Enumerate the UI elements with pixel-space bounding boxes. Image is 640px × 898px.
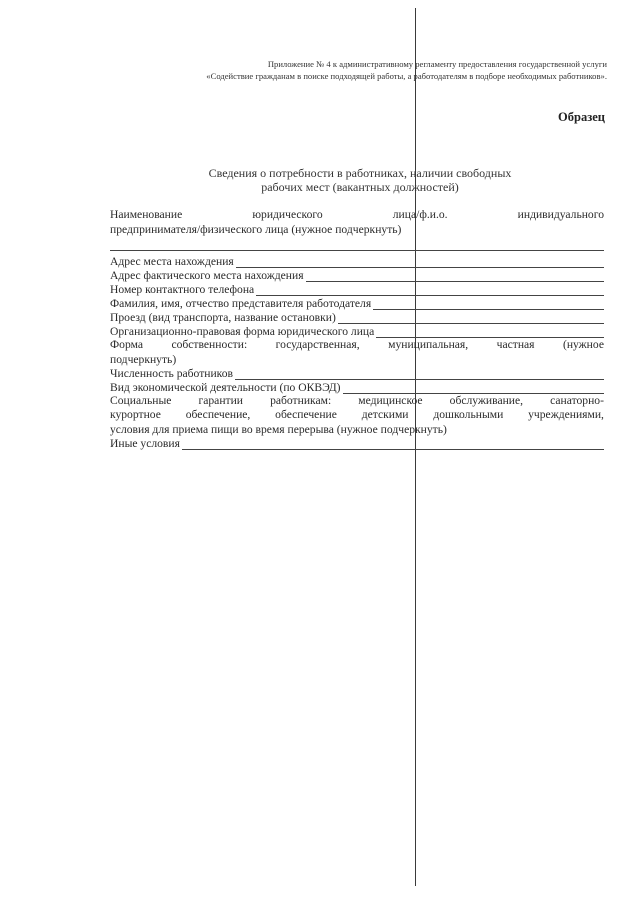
field-address-blank[interactable] (236, 257, 604, 268)
form-title-line-2: рабочих мест (вакантных должностей) (261, 180, 459, 194)
field-guarantees-word: учреждениями, (528, 408, 604, 421)
field-other-blank[interactable] (182, 439, 604, 450)
field-representative (110, 296, 604, 310)
field-ownership-label: подчеркнуть) (110, 353, 177, 366)
field-ownership-option-municipal[interactable]: муниципальная, (388, 338, 469, 351)
field-representative-label: Фамилия, имя, отчество представителя работодателя (110, 297, 372, 310)
field-transport (110, 310, 604, 324)
field-name-word: лица/ф.и.о. (392, 208, 448, 221)
field-guarantees-line-3 (110, 422, 604, 436)
field-guarantees-word: Социальные (110, 394, 172, 407)
field-staff-count-blank[interactable] (235, 369, 604, 380)
field-guarantees-option-sanatorium[interactable]: санаторно- (550, 394, 604, 407)
field-name-word: Наименование (110, 208, 183, 221)
field-guarantees-word: обслуживание, (449, 394, 524, 407)
field-actual-address-blank[interactable] (306, 271, 604, 282)
field-name-word: индивидуального (517, 208, 604, 221)
field-transport-blank[interactable] (338, 313, 604, 324)
field-activity (110, 380, 604, 394)
field-phone (110, 282, 604, 296)
field-actual-address (110, 268, 604, 282)
field-guarantees-word: работникам: (270, 394, 332, 407)
field-staff-count (110, 366, 604, 380)
field-activity-label: Вид экономической деятельности (по ОКВЭД) (110, 381, 341, 394)
appendix-line-2: «Содействие гражданам в поиске подходящей работы, а работодателям в подборе необходимых работников». (206, 71, 607, 81)
field-phone-blank[interactable] (256, 285, 604, 296)
field-activity-blank[interactable] (343, 383, 604, 394)
field-transport-label: Проезд (вид транспорта, название остановки) (110, 311, 336, 324)
field-address-label: Адрес места нахождения (110, 255, 234, 268)
field-name-blank[interactable] (110, 236, 604, 251)
appendix-note (67, 58, 607, 82)
field-actual-address-label: Адрес фактического места нахождения (110, 269, 304, 282)
field-name-label: предпринимателя/физического лица (нужное подчеркнуть) (110, 223, 402, 236)
form-title-line-1: Сведения о потребности в работниках, наличии свободных (208, 166, 512, 180)
field-staff-count-label: Численность работников (110, 367, 233, 380)
field-legal-form-blank[interactable] (376, 327, 604, 338)
field-phone-label: Номер контактного телефона (110, 283, 255, 296)
field-guarantees-word: курортное (110, 408, 161, 421)
field-representative-blank[interactable] (373, 299, 604, 310)
field-ownership-word: Форма (110, 338, 143, 351)
field-legal-form-label: Организационно-правовая форма юридического лица (110, 325, 375, 338)
field-ownership-line-2 (110, 352, 604, 366)
field-name-line-1 (110, 208, 604, 222)
field-ownership-option-private[interactable]: частная (496, 338, 535, 351)
field-name-line-2 (110, 222, 604, 236)
field-guarantees-option-preschool[interactable]: обеспечение (275, 408, 337, 421)
field-guarantees-word: дошкольными (433, 408, 504, 421)
appendix-line-1: Приложение № 4 к административному регламенту предоставления государственной услуги (267, 59, 607, 69)
field-other-label: Иные условия (110, 437, 180, 450)
form-title (140, 166, 580, 194)
field-ownership-word: собственности: (171, 338, 248, 351)
sample-label: Образец (558, 110, 605, 124)
field-ownership-option-state[interactable]: государственная, (275, 338, 360, 351)
field-guarantees-option-meals[interactable]: условия для приема пищи во время перерыва (нужное подчеркнуть) (110, 423, 447, 436)
field-name-word: юридического (252, 208, 323, 221)
field-ownership-line-1 (110, 338, 604, 352)
field-address (110, 254, 604, 268)
field-ownership-word: (нужное (562, 338, 604, 351)
field-guarantees-word: гарантии (198, 394, 243, 407)
field-other (110, 436, 604, 450)
field-guarantees-line-1 (110, 394, 604, 408)
field-legal-form (110, 324, 604, 338)
field-guarantees-line-2 (110, 408, 604, 422)
form-fields (110, 208, 604, 450)
field-guarantees-word: обеспечение, (185, 408, 251, 421)
field-guarantees-option-medical[interactable]: медицинское (358, 394, 423, 407)
field-guarantees-word: детскими (361, 408, 409, 421)
